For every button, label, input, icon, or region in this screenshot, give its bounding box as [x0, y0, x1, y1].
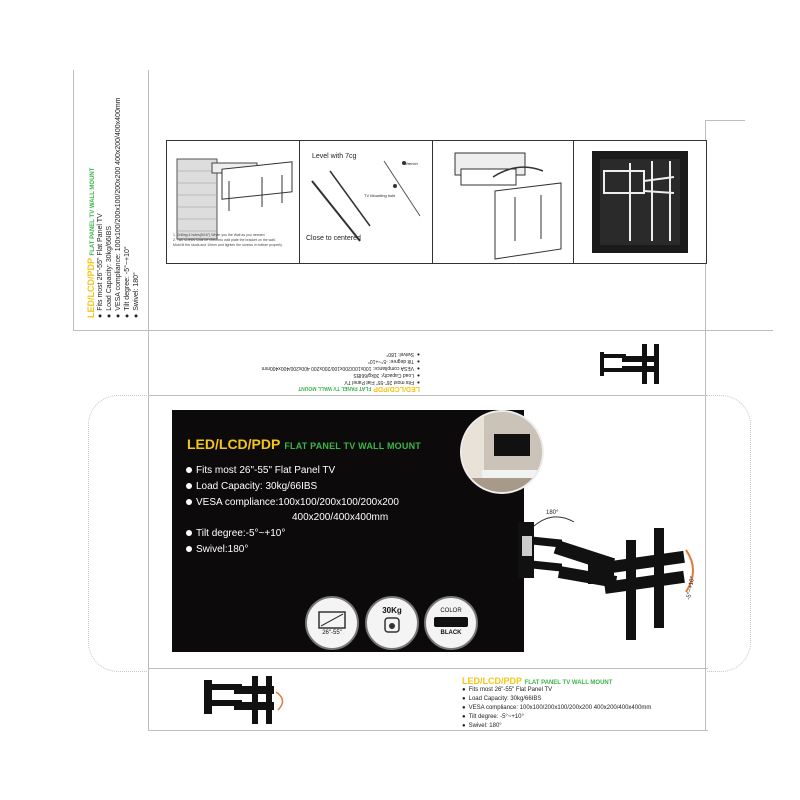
- brand-sub: FLAT PANEL TV WALL MOUNT: [90, 167, 96, 256]
- spec-line: ● Fits most 26"-55" Flat Panel TV: [462, 686, 651, 695]
- spec-line: ● VESA compliance: 100x100/200x100/200x200 400x200/400x400mm: [114, 98, 123, 319]
- spec-line: ● Swivel: 180°: [262, 350, 420, 357]
- spec-line: ● Load Capacity: 30kg/66IBS: [262, 371, 420, 378]
- weight-badge: [365, 596, 419, 650]
- instruction-notes: [173, 233, 298, 248]
- note-line: 1. Drilling 4 holes(5/16") When you the Wall as you needed.: [173, 233, 266, 237]
- instruction-step-4: [573, 140, 707, 264]
- spec-line: ● Load Capacity: 30kg/66IBS: [462, 695, 651, 704]
- brand-sub: FLAT PANEL TV WALL MOUNT: [524, 680, 613, 686]
- spec-line: ● Tilt degree: -5°~+10°: [262, 357, 420, 364]
- left-panel-title: [86, 168, 96, 318]
- weight-label: 30Kg: [382, 606, 402, 615]
- spec-line: ● Fits most 26"-55" Flat Panel TV: [96, 98, 105, 319]
- left-panel-specs: [96, 98, 141, 319]
- flap-outline: [88, 395, 149, 672]
- spec-line: ● Tilt degree: -5°~+10°: [123, 98, 132, 319]
- note-line: 2. Two screws shall be fixed into wall plate the bracket on the wall.: [173, 238, 276, 242]
- spec-line: ● VESA compliance: 100x100/200x100/200x200 400x200/400x400mm: [262, 364, 420, 371]
- spec-text: Fits most 26"-55" Flat Panel TV: [196, 465, 336, 476]
- spec-text: Swivel:180°: [196, 544, 249, 555]
- spec-fits: [186, 465, 335, 476]
- size-badge: [305, 596, 359, 650]
- spec-tilt: [186, 528, 285, 539]
- spec-line: ● Tilt degree: -5°~+10°: [462, 713, 651, 722]
- color-badge: [424, 596, 478, 650]
- tilt-angle-label: -5°~+10°: [686, 575, 697, 601]
- spec-line: ● Swivel: 180°: [462, 722, 651, 731]
- hang-tv-illustration: [433, 141, 573, 263]
- color-label: COLOR: [440, 608, 462, 614]
- spec-vesa: [186, 497, 399, 508]
- spec-vesa-cont: 400x200/400x400mm: [292, 512, 389, 523]
- swivel-arc: [534, 517, 574, 526]
- tv-icon: [317, 610, 347, 630]
- brand-sub: FLAT PANEL TV WALL MOUNT: [298, 385, 372, 391]
- bracket-product-image: [508, 500, 708, 660]
- spec-line: ● Load Capacity: 30kg/66IBS: [105, 98, 114, 319]
- mounted-tv-illustration: [574, 141, 706, 263]
- hole-label: TV Mounting hole: [364, 193, 396, 198]
- bottom-spec-block: [462, 676, 651, 731]
- living-room-image: [462, 412, 542, 492]
- bullet-icon: [186, 499, 192, 505]
- fold-line: [148, 395, 708, 396]
- flap-text: [262, 350, 420, 392]
- room-photo: [460, 410, 544, 494]
- tilt-arc: [276, 692, 283, 710]
- color-swatch: [434, 617, 468, 627]
- brand-led: LED/LCD/PDP: [187, 436, 281, 452]
- spec-load: [186, 481, 317, 492]
- bullet-icon: [186, 483, 192, 489]
- weight-icon: [382, 615, 402, 635]
- spec-line: ● VESA compliance: 100x100/200x100/200x200 400x200/400x400mm: [462, 704, 651, 713]
- bullet-icon: [186, 546, 192, 552]
- brand-sub: FLAT PANEL TV WALL MOUNT: [284, 441, 421, 451]
- level-label: Level with 7cg: [312, 153, 357, 160]
- spec-text: Tilt degree:-5°~+10°: [196, 528, 286, 539]
- wall-plate-label: [522, 536, 532, 556]
- instruction-step-2: [299, 140, 433, 264]
- bullet-icon: [186, 467, 192, 473]
- note-line: Must fit the studs and 10mm and tighten the screws in bottom properly.: [173, 243, 283, 247]
- bracket-thumbnail-top: [592, 338, 672, 388]
- spec-line: ● Swivel: 180°: [132, 98, 141, 319]
- brand-led: LED/LCD/PDP: [86, 257, 96, 318]
- instruction-step-1: [166, 140, 300, 264]
- close-label: Close to centered: [306, 235, 361, 242]
- instruction-step-3: [432, 140, 574, 264]
- color-value: BLACK: [440, 630, 462, 636]
- bullet-icon: [186, 530, 192, 536]
- fold-line: [73, 330, 773, 331]
- fold-line: [705, 120, 745, 121]
- spec-text: VESA compliance:100x100/200x100/200x200: [196, 497, 399, 508]
- main-title: [187, 436, 421, 452]
- spec-line: ● Fits most 26"-55" Flat Panel TV: [262, 378, 420, 385]
- fold-line: [73, 70, 74, 330]
- swivel-angle-label: 180°: [546, 510, 559, 516]
- wrench-label: Wrench: [404, 161, 418, 166]
- brand-led: LED/LCD/PDP: [373, 385, 420, 392]
- flap-outline: [705, 395, 751, 672]
- spec-text: Load Capacity: 30kg/66IBS: [196, 481, 318, 492]
- brand-led: LED/LCD/PDP: [462, 676, 523, 686]
- spec-swivel: [186, 544, 248, 555]
- bracket-thumbnail-bottom: [198, 672, 298, 728]
- fold-line: [148, 668, 708, 669]
- size-label: 26"-55": [322, 630, 342, 636]
